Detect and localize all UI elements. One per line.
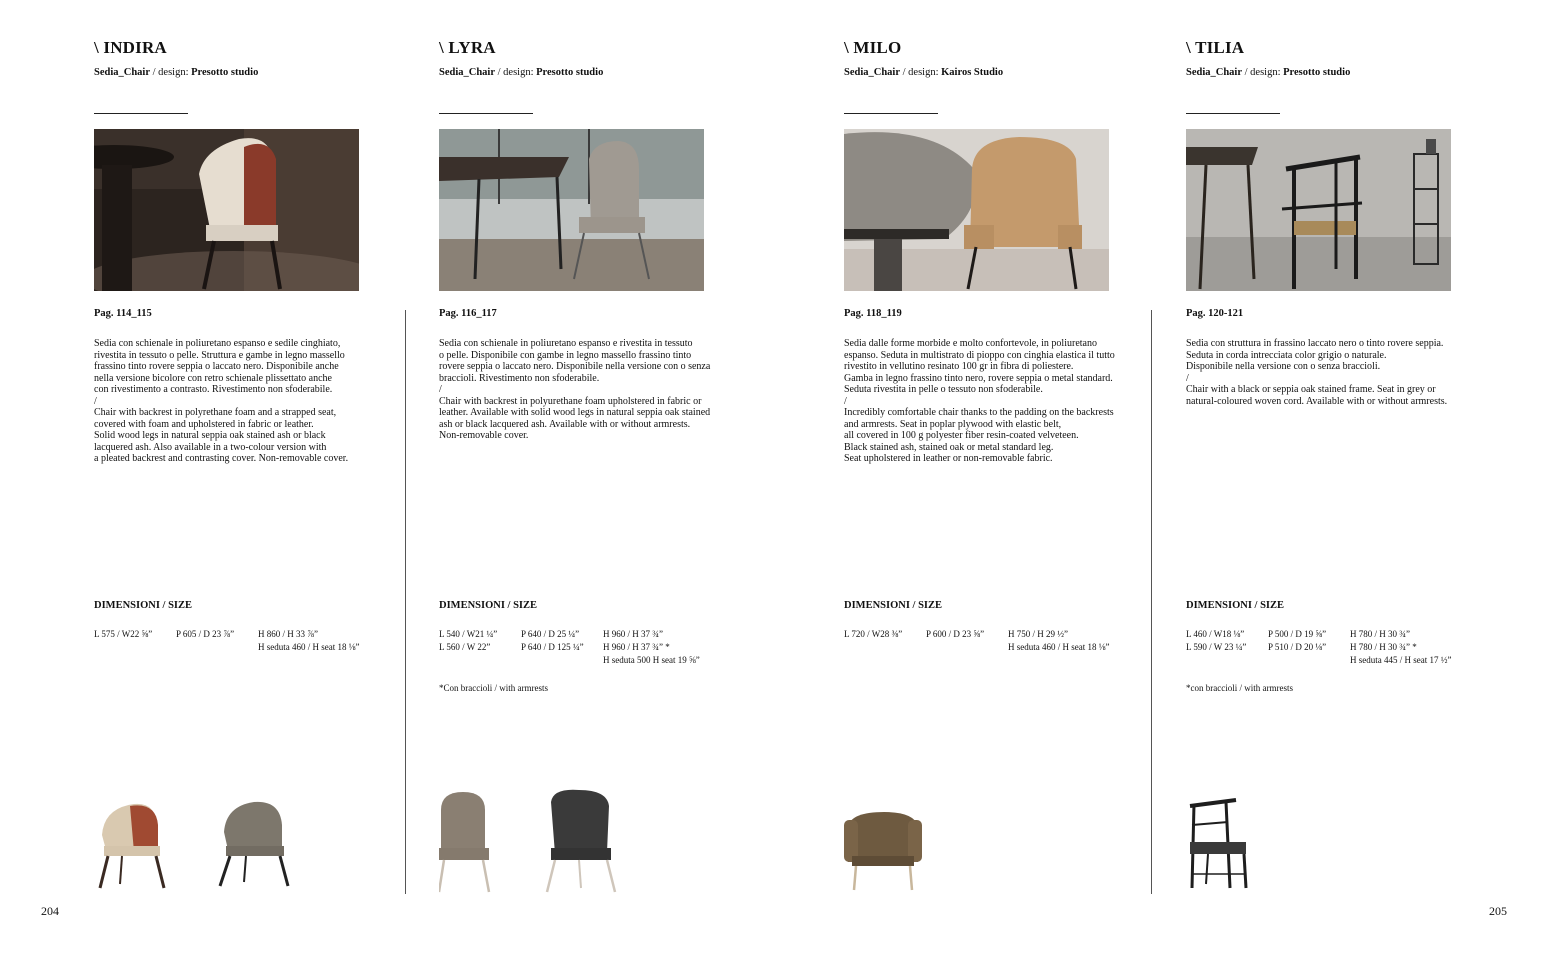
dimensions-heading: DIMENSIONI / SIZE — [94, 600, 193, 611]
title-rule — [1186, 113, 1280, 114]
product-column-indira — [94, 0, 394, 959]
product-subtitle: Sedia_Chair / design: Presotto studio — [1186, 67, 1351, 78]
page-number-left: 204 — [41, 904, 59, 918]
product-photo — [439, 129, 704, 291]
product-column-tilia — [1186, 0, 1506, 959]
page-reference: Pag. 114_115 — [94, 308, 152, 319]
chair-indira-bicolor — [100, 804, 164, 888]
product-subtitle: Sedia_Chair / design: Presotto studio — [94, 67, 259, 78]
dim-value: L 540 / W21 ¼” — [439, 629, 498, 639]
column-divider — [1151, 310, 1152, 894]
title-rule — [94, 113, 188, 114]
chair-lyra-taupe — [439, 792, 489, 892]
dim-value: H 750 / H 29 ½” — [1008, 629, 1068, 639]
dim-value: L 560 / W 22” — [439, 642, 491, 652]
column-divider — [405, 310, 406, 894]
page-reference: Pag. 118_119 — [844, 308, 902, 319]
product-description: Sedia con struttura in frassino laccato nero o tinto rovere seppia. Seduta in corda intrecciata color grigio o naturale. Disponibile nella versione con o senza braccioli. / Chair with a black or seppia oak stained frame. Seat in grey or natural-coloured woven cord. Available with or without armrests. — [1186, 338, 1448, 407]
product-description: Sedia con schienale in poliuretano espanso e sedile cinghiato, rivestita in tessuto o pelle. Struttura e gambe in legno massello frassino tinto rovere seppia o laccato nero. Disponibile anche nella versione bicolore con retro schienale plissettato anche con rivestimento a contrasto. Rivestimento non sfoderabile. / Chair with backrest in polyrethane foam and a strapped seat, covered with foam and upholstered in fabric or leather. Solid wood legs in natural seppia oak stained ash or black lacquered ash. Also available in a two-colour version with a pleated backrest and contrasting cover. Non-removable cover. — [94, 338, 349, 464]
title-rule — [439, 113, 533, 114]
dim-value: H 780 / H 30 ¾” — [1350, 629, 1410, 639]
product-column-milo — [844, 0, 1144, 959]
chair-cutouts — [94, 780, 394, 900]
product-subtitle: Sedia_Chair / design: Presotto studio — [439, 67, 604, 78]
dim-value: L 460 / W18 ⅛” — [1186, 629, 1245, 639]
page-reference: Pag. 116_117 — [439, 308, 497, 319]
dim-value: H 960 / H 37 ¾” — [603, 629, 663, 639]
dim-value: H seduta 445 / H seat 17 ½” — [1350, 655, 1452, 665]
dim-value: P 605 / D 23 ⅞” — [176, 629, 235, 639]
chair-cutouts — [844, 780, 1144, 900]
armrest-note: *Con braccioli / with armrests — [439, 683, 548, 693]
product-title: \ TILIA — [1186, 38, 1245, 57]
armrest-note: *con braccioli / with armrests — [1186, 683, 1293, 693]
chair-cutouts — [1186, 780, 1486, 900]
dim-value: L 575 / W22 ⅝” — [94, 629, 153, 639]
dim-value: P 600 / D 23 ⅝” — [926, 629, 985, 639]
page-number-right: 205 — [1489, 904, 1507, 918]
product-description: Sedia dalle forme morbide e molto confortevole, in poliuretano espanso. Seduta in multistrato di pioppo con cinghia elastica il tutto rivestito in vellutino resinato 100 gr in fibra di poliestere. Gamba in legno frassino tinto nero, rovere seppia o metal standard. Seduta rivestita in pelle o tessuto non sfoderabile. / Incredibly comfortable chair thanks to the padding on the backrests and armrests. Seat in poplar plywood with elastic belt, all covered in 100 g polyester fiber resin-coated velveteen. Black stained ash, stained oak or metal standard leg. Seat upholstered in leather or non-removable fabric. — [844, 338, 1115, 464]
product-subtitle: Sedia_Chair / design: Kairos Studio — [844, 67, 1004, 78]
dim-value: H seduta 460 / H seat 18 ⅛” — [258, 642, 360, 652]
dim-value: L 720 / W28 ⅜” — [844, 629, 903, 639]
dim-value: P 510 / D 20 ⅛” — [1268, 642, 1327, 652]
product-description: Sedia con schienale in poliuretano espanso e rivestita in tessuto o pelle. Disponibile con gambe in legno massello frassino tinto rovere seppia o laccato nero. Disponibile nella versione con o senza braccioli. Rivestimento non sfoderabile. / Chair with backrest in polyurethane foam upholstered in fabric or leather. Available with solid wood legs in natural seppia oak stained ash or black lacquered ash. Available with or without armrests. Non-removable cover. — [439, 338, 711, 441]
dim-value: L 590 / W 23 ¼” — [1186, 642, 1247, 652]
product-title: \ MILO — [844, 38, 902, 57]
dim-value: H seduta 500 H seat 19 ⅝” — [603, 655, 700, 665]
dim-value: H 780 / H 30 ¾” * — [1350, 642, 1417, 652]
dim-value: H seduta 460 / H seat 18 ⅛” — [1008, 642, 1110, 652]
dim-value: H 860 / H 33 ⅞” — [258, 629, 318, 639]
product-photo — [94, 129, 359, 291]
chair-milo-brown — [844, 812, 922, 890]
product-column-lyra — [439, 0, 769, 959]
product-title: \ LYRA — [439, 38, 496, 57]
dimensions-heading: DIMENSIONI / SIZE — [1186, 600, 1285, 611]
dim-value: H 960 / H 37 ¾” * — [603, 642, 670, 652]
dim-value: P 500 / D 19 ⅝” — [1268, 629, 1327, 639]
chair-tilia-black — [1190, 800, 1246, 888]
product-photo — [844, 129, 1109, 291]
dimensions-heading: DIMENSIONI / SIZE — [844, 600, 943, 611]
chair-indira-grey — [220, 802, 288, 886]
title-rule — [844, 113, 938, 114]
page-reference: Pag. 120-121 — [1186, 308, 1244, 319]
dim-value: P 640 / D 25 ¼” — [521, 629, 580, 639]
product-photo — [1186, 129, 1451, 291]
product-title: \ INDIRA — [94, 38, 167, 57]
dim-value: P 640 / D 125 ¼” — [521, 642, 584, 652]
chair-lyra-black — [547, 790, 615, 892]
dimensions-heading: DIMENSIONI / SIZE — [439, 600, 538, 611]
chair-cutouts — [439, 780, 739, 900]
